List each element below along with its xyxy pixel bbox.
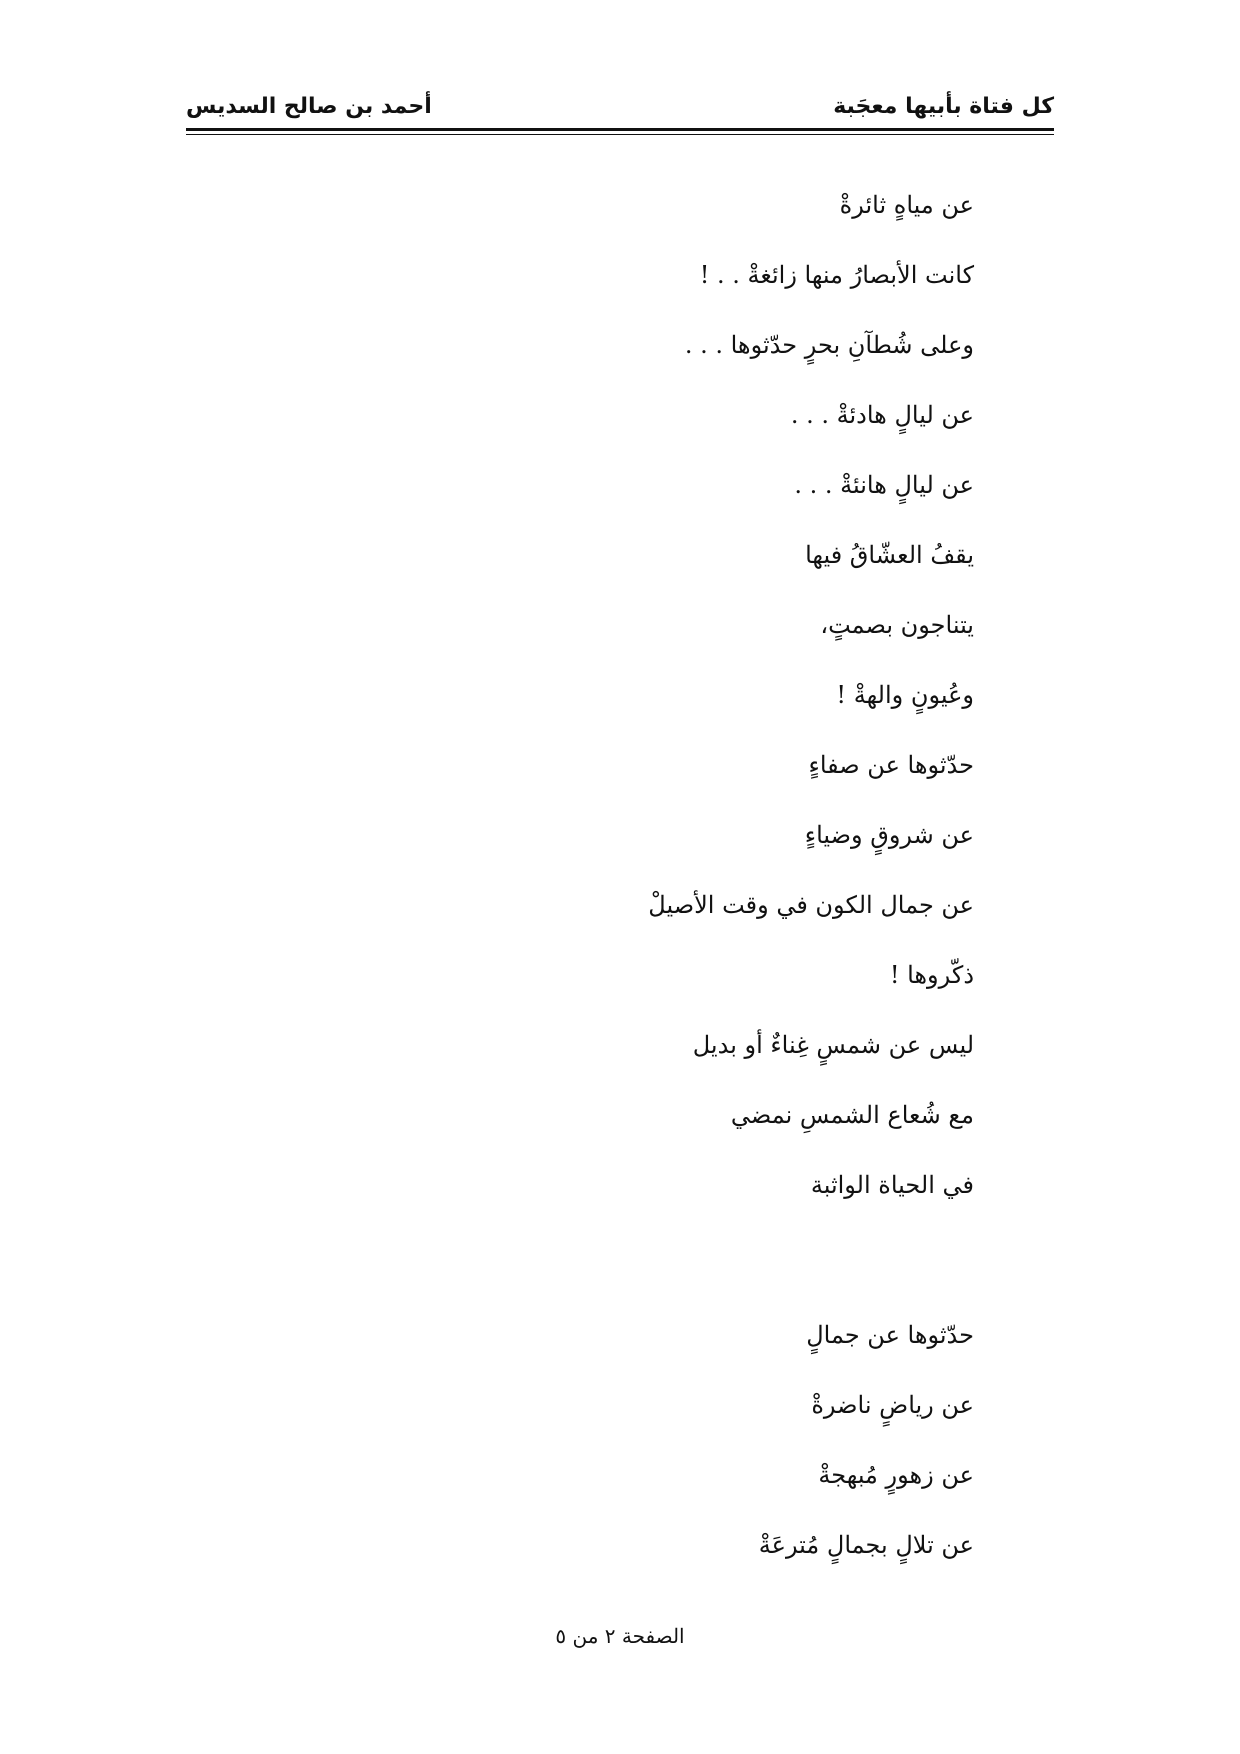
poem-line: يقفُ العشّاقُ فيها <box>805 541 974 569</box>
poem-line: عن زهورٍ مُبهجةْ <box>818 1461 974 1489</box>
poem-line: ليس عن شمسٍ غِناءٌ أو بديل <box>692 1031 974 1059</box>
poem-line: عن تلالٍ بجمالٍ مُترعَةْ <box>758 1531 974 1559</box>
header-rule-thin <box>186 134 1054 135</box>
poem-line: حدّثوها عن صفاءٍ <box>808 751 974 779</box>
poem-line: عن رياضٍ ناضرةْ <box>811 1391 974 1419</box>
poem-line: وعُيونٍ والهةْ ! <box>836 681 974 709</box>
page-header <box>186 86 1054 126</box>
author-name: أحمد بن صالح السديس <box>186 93 432 119</box>
poem-line: ذكّروها ! <box>889 961 974 989</box>
poem-line: عن مياهٍ ثائرةْ <box>839 191 974 219</box>
poem-line: كانت الأبصارُ منها زائغةْ . . ! <box>699 261 974 289</box>
poem-line: مع شُعاع الشمسِ نمضي <box>730 1101 974 1129</box>
poem-line: حدّثوها عن جمالٍ <box>806 1321 974 1349</box>
book-title: كل فتاة بأبيها معجَبة <box>833 93 1054 119</box>
poem-line: عن ليالٍ هادئةْ . . . <box>790 401 974 429</box>
page-number: الصفحة ٢ من ٥ <box>555 1624 685 1648</box>
poem-line: في الحياة الواثبة <box>810 1171 974 1199</box>
poem-line: يتناجون بصمتٍ، <box>820 611 974 639</box>
poem-line: عن شروقٍ وضياءٍ <box>804 821 974 849</box>
poem-line: وعلى شُطآنِ بحرٍ حدّثوها . . . <box>684 331 974 359</box>
header-rule-thick <box>186 128 1054 131</box>
poem-line: عن جمال الكون في وقت الأصيلْ <box>648 891 974 919</box>
poem-line: عن ليالٍ هانئةْ . . . <box>794 471 974 499</box>
